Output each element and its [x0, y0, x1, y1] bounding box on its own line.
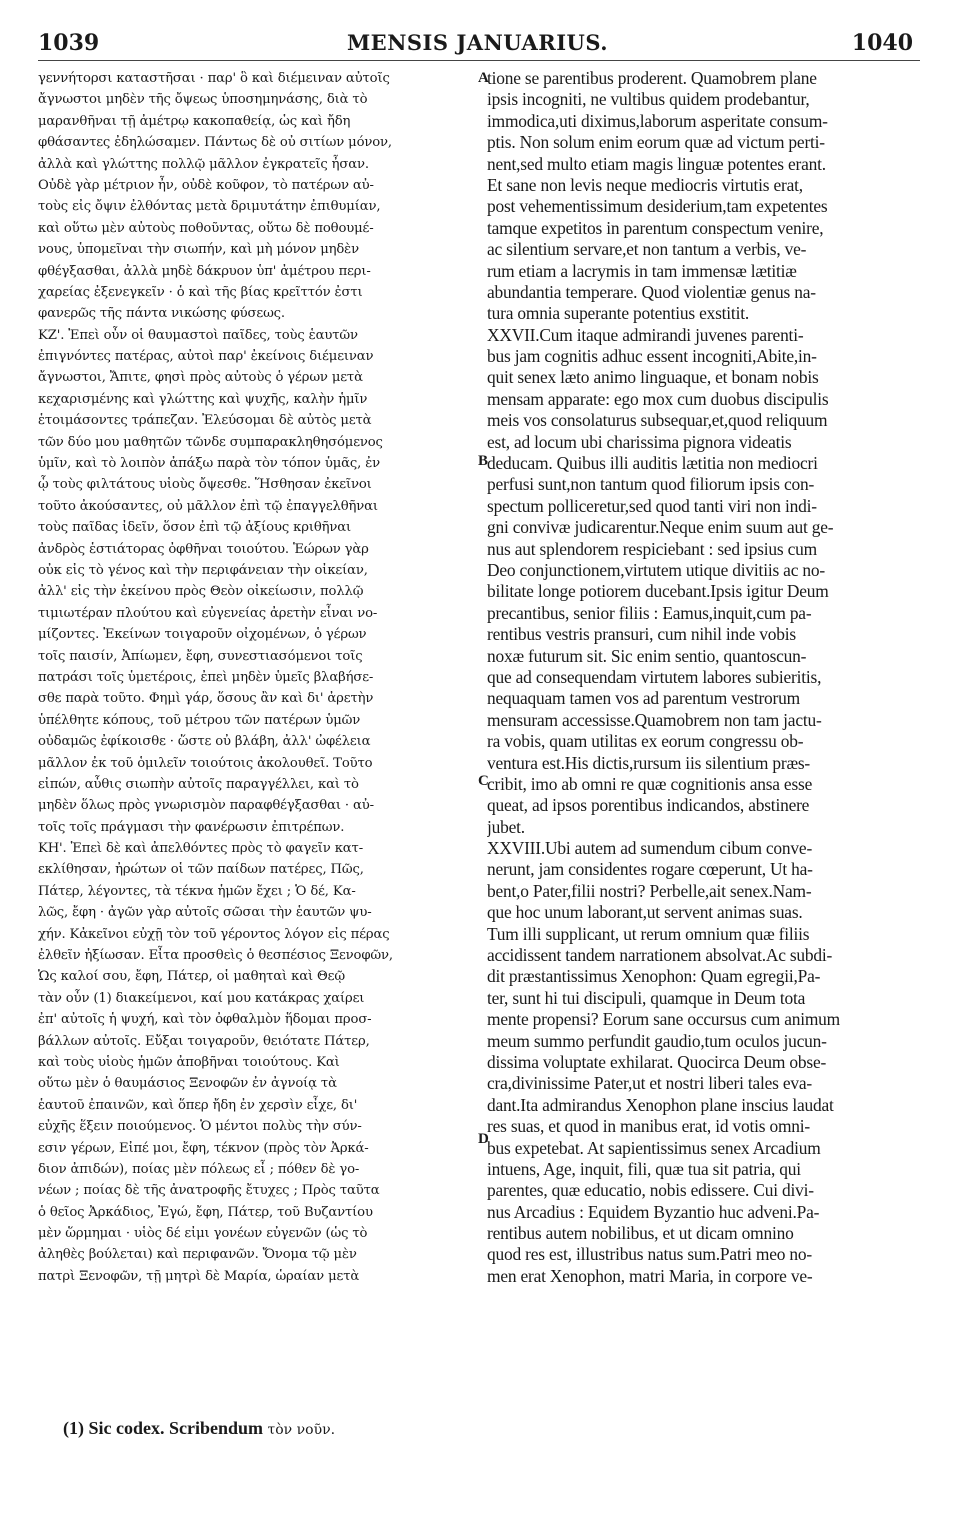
latin-text-line: quit senex læto animo linguaque, et bonam nobis — [487, 367, 819, 388]
latin-text-line: jubet. — [487, 816, 525, 837]
latin-text-line: ac silentium servare,et non tantum a verbis, ve- — [487, 239, 807, 260]
latin-text-line: nerunt, jam considentes rogare cœperunt, Ut ha- — [487, 859, 813, 880]
page-number-left: 1039 — [38, 30, 100, 56]
greek-column — [38, 68, 476, 1287]
greek-text-line: γεννήτορσι καταστῆσαι · παρ' ὃ καὶ διέμειναν αὐτοῖς — [38, 71, 390, 86]
greek-text-line: καὶ οὕτω μὲν αὐτοὺς ποθοῦντας, οὕτω δὲ ποθουμέ- — [38, 220, 374, 236]
latin-text-line: rentibus autem nobilibus, et ut dicam omnino — [487, 1223, 794, 1244]
greek-text-line: ἀληθὲς βούλεται) καὶ περιφανῶν. Ὄνομα τῷ μὲν — [38, 1247, 357, 1263]
latin-text-line: bilitate longe potiorem ducebant.Ipsis igitur Deum — [487, 581, 829, 602]
greek-text-line: ὑπέλθητε κόπους, τοῦ μέτρου τῶν πατέρων ὑμῶν — [38, 712, 361, 728]
greek-text-line: κεχαρισμένης καὶ γλώττης καὶ ψυχῆς, καλὴν ἡμῖν — [38, 391, 368, 407]
greek-text-line: βάλλων αὐτοῖς. Εὔξαι τοιγαροῦν, θειότατε Πάτερ, — [38, 1033, 370, 1049]
latin-text-line: tamque expetitos in parentum conspectum venire, — [487, 217, 824, 238]
greek-text-line: ἄγνωστοι, Ἄπιτε, φησὶ πρὸς αὐτοὺς ὁ γέρων μετὰ — [38, 370, 363, 386]
latin-text-line: immodica,uti diximus,laborum asperitate consum- — [487, 110, 828, 131]
latin-text-line: bus expetebat. At sapientissimus senex Arcadium — [487, 1137, 821, 1158]
latin-text-line: nus Arcadius : Equidem Byzantio huc adveni.Pa- — [487, 1201, 820, 1222]
latin-text-line: cribit, imo ab omni re quæ cognitionis ansa esse — [487, 773, 813, 794]
section-marker-a: A — [478, 70, 489, 86]
greek-text-line: ἀλλὰ καὶ γλώττης πολλῷ μᾶλλον ἐγκρατεῖς ἦσαν. — [38, 156, 369, 172]
greek-text-line: ὑμῖν, καὶ τὸ λοιπὸν ἀπάξω παρὰ τὸν τόπον ὑμᾶς, ἐν — [38, 456, 380, 472]
latin-text-line: meum summo perfundit gaudio,tum oculos jucun- — [487, 1030, 827, 1051]
greek-text-line: Οὐδὲ γὰρ μέτριον ἦν, οὐδὲ κοῦφον, τὸ πατέρων αὐ- — [38, 177, 374, 193]
latin-text-line: mente propensi? Eorum sane occursus cum animum — [487, 1009, 841, 1030]
header-rule — [38, 60, 920, 61]
greek-text-line: τοῦτο ἀκούσαντες, οὐ μᾶλλον ἐπὶ τῷ ἐπαγγελθῆναι — [38, 498, 378, 514]
greek-text-line: νους, ὑπομεῖναι τὴν σιωπήν, καὶ μὴ μόνον μηδὲν — [38, 242, 359, 258]
latin-text-line: men erat Xenophon, matri Maria, in corpore ve- — [487, 1265, 813, 1286]
latin-text-line: dant.Ita admirandus Xenophon plane inscius laudat — [487, 1094, 834, 1115]
footnote-text: (1) Sic codex. Scribendum — [63, 1418, 263, 1438]
greek-text-line: ΚΖ'. Ἐπεὶ οὖν οἱ θαυμαστοὶ παῖδες, τοὺς ἑαυτῶν — [38, 327, 358, 343]
greek-text-line: τῶν δύο μου μαθητῶν τῶνδε συμπαρακληθησόμενος — [38, 434, 383, 450]
greek-text-line: πατράσι τοῖς ὑμετέροις, ἐπεὶ μηδὲν ὑμεῖς βλαβήσε- — [38, 669, 374, 685]
latin-text-line: res suas, et quod in manibus erat, id votis omni- — [487, 1116, 810, 1137]
greek-text-line: φανερῶς τῆς πάντα νικώσης φύσεως. — [38, 306, 285, 322]
greek-text-line: ἐπ' αὐτοῖς ἡ ψυχή, καὶ τὸν ὀφθαλμὸν ἥδομαι προσ- — [38, 1012, 372, 1028]
greek-text-line: μᾶλλον ἐκ τοῦ ὁμιλεῖν τοιούτοις ἀκολουθεῖ. Τοῦτο — [38, 755, 373, 771]
greek-text-line: οὐκ εἰς τὸ γένος καὶ τὴν περιφάνειαν τὴν οἰκείαν, — [38, 562, 368, 578]
greek-text-line: τοῖς τοῖς πράγμασι τὴν φανέρωσιν ἐπιτρέπων. — [38, 819, 345, 835]
section-marker-d: D — [478, 1131, 489, 1147]
latin-text-line: mensam apparate: ego mox cum duobus discipulis — [487, 388, 829, 409]
greek-text-line: εκλίθησαν, ἠρώτων οἱ τῶν παίδων πατέρες, Πῶς, — [38, 862, 364, 878]
latin-text-line: ter, sunt hi tui discipuli, quamque in Deum tota — [487, 987, 806, 1008]
running-title: MENSIS JANUARIUS. — [346, 30, 609, 55]
greek-text-line: εἰπών, αὖθις σιωπὴν αὐτοῖς παραγγέλλει, καὶ τὸ — [38, 776, 359, 792]
latin-text-line: tione se parentibus proderent. Quamobrem plane — [487, 68, 817, 88]
greek-text-line: τοὺς παῖδας ἰδεῖν, ὅσον ἐπὶ τῷ ἀξίους κριθῆναι — [38, 520, 352, 536]
latin-text-line: post vehementissimum desiderium,tam expetentes — [487, 196, 828, 217]
greek-text-line: ἑαυτοῦ ἐπαινῶν, καὶ ὅπερ ἤδη ἐν χερσὶν εἶχε, δι' — [38, 1097, 358, 1113]
latin-text-line: ptis. Non solum enim eorum quæ ad victum perti- — [487, 132, 825, 153]
latin-text-line: XXVIII.Ubi autem ad sumendum cibum conve- — [487, 838, 813, 859]
greek-text-line: χαρείας ἐξενεγκεῖν · ὁ καὶ τῆς βίας κρεῖττόν ἐστι — [38, 284, 363, 300]
greek-text-line: διον ἀπιδών), ποίας μὲν πόλεως εἶ ; πόθεν δὲ γο- — [38, 1161, 360, 1177]
greek-text-line: χήν. Κἀκεῖνοι εὐχῇ τὸν τοῦ γέροντος λόγον εἰς πέρας — [38, 926, 390, 942]
latin-text-line: dit præstantissimus Xenophon: Quam egregii,Pa- — [487, 966, 821, 987]
greek-text-line: λῶς, ἔφη · ἀγῶν γὰρ αὐτοῖς σῶσαι τὴν ἑαυτῶν ψυ- — [38, 905, 372, 921]
latin-text-line: accidissent tandem narrationem absolvat.Ac subdi- — [487, 945, 833, 966]
greek-text-line: ἐπιγνόντες πατέρας, αὐτοὶ παρ' ἐκείνοις διέμειναν — [38, 349, 374, 365]
latin-column — [487, 68, 921, 1287]
greek-text-line: τοὺς εἰς ὄψιν ἐλθόντας μετὰ δριμυτάτην ἐπιθυμίαν, — [38, 199, 381, 215]
latin-text-line: Tum illi supplicant, ut rerum omnium quæ filiis — [487, 923, 810, 944]
greek-text-line: πατρὶ Ξενοφῶν, τῇ μητρὶ δὲ Μαρία, ὡραίαν μετὰ — [38, 1268, 360, 1284]
latin-text-line: quod res est, illustribus natus sum.Patri meo no- — [487, 1244, 812, 1265]
page-number-right: 1040 — [851, 30, 913, 56]
latin-text-line: tura omnia superante potentius exstitit. — [487, 303, 749, 324]
greek-text-line: εὐχῆς ἕξειν ποιούμενος. Ὁ μέντοι πολὺς τὴν σύν- — [38, 1119, 362, 1135]
latin-text-line: nent,sed multo etiam magis linguæ potentes erant. — [487, 153, 826, 174]
greek-text-line: ὁ θεῖος Ἀρκάδιος, Ἐγώ, ἔφη, Πάτερ, τοῦ Βυζαντίου — [38, 1204, 373, 1220]
greek-text-line: νέων ; ποίας δὲ τῆς ἀνατροφῆς ἔτυχες ; Πρὸς ταῦτα — [38, 1183, 380, 1199]
latin-text-line: bent,o Pater,filii nostri? Perbelle,ait senex.Nam- — [487, 880, 812, 901]
greek-text-line: οὕτω μὲν ὁ θαυμάσιος Ξενοφῶν ἐν ἀγνοίᾳ τὰ — [38, 1076, 337, 1092]
greek-text-line: μὲν ὥρμημαι · υἱὸς δέ εἰμι γονέων εὐγενῶν (ὡς τὸ — [38, 1226, 368, 1242]
footnote — [63, 1418, 335, 1439]
latin-text-line: meis vos consolaturus subsequar,et,quod reliquum — [487, 410, 828, 431]
greek-text-line: εσιν γέρων, Εἰπέ μοι, ἔφη, τέκνον (πρὸς τὸν Ἀρκά- — [38, 1140, 369, 1156]
greek-text-line: ΚΗ'. Ἐπεὶ δὲ καὶ ἀπελθόντες πρὸς τὸ φαγεῖν κατ- — [38, 841, 364, 857]
latin-text-line: rum etiam a lacrymis in tam immensæ lætitiæ — [487, 260, 797, 281]
greek-text-line: μαρανθῆναι τῇ ἀμέτρῳ κακοπαθείᾳ, ὡς καὶ ἤδη — [38, 113, 351, 129]
latin-text-line: gni convivæ judicarentur.Neque enim suum aut ge- — [487, 517, 834, 538]
latin-text-line: nequaquam tamen vos ad parentum vestrorum — [487, 688, 800, 709]
greek-text-line: ᾧ τοὺς φιλτάτους υἱοὺς ὄψεσθε. Ἥσθησαν ἐκεῖνοι — [38, 477, 372, 493]
latin-text-line: dissima voluptate exhilarat. Quocirca Deum obse- — [487, 1051, 827, 1072]
latin-text-line: est, ad locum ubi charissima pignora videatis — [487, 431, 792, 452]
footnote-greek: τὸν νοῦν. — [267, 1422, 336, 1438]
greek-text-line: φθάσαντες ἐδηλώσαμεν. Πάντως δὲ οὐ σιτίων μόνον, — [38, 135, 392, 151]
latin-text-line: XXVII.Cum itaque admirandi juvenes parenti- — [487, 324, 804, 345]
latin-text-line: ventura est.His dictis,rursum iis silentium præs- — [487, 752, 811, 773]
greek-text-line: Ὡς καλοί σου, ἔφη, Πάτερ, οἱ μαθηταὶ καὶ Θεῷ — [38, 969, 345, 985]
latin-text-line: nus aut splendorem respiciebant : sed ipsius cum — [487, 538, 817, 559]
greek-text-line: ἀλλ' εἰς τὴν ἐκείνου πρὸς Θεὸν οἰκείωσιν, πολλῷ — [38, 584, 364, 600]
greek-text-line: μηδὲν ὅλως πρὸς γνωρισμὸν παραφθέγξασθαι · αὐ- — [38, 798, 374, 814]
greek-text-line: οὐδαμῶς ἐφίκοισθε · ὥστε οὐ βλάβη, ἀλλ' ὠφέλεια — [38, 734, 371, 750]
latin-text-line: parentes, quæ educatio, nobis edissere. Cui divi- — [487, 1180, 814, 1201]
latin-text-line: mensuram accessisse.Quamobrem non tam jactu- — [487, 709, 822, 730]
latin-text-line: abundantia temperare. Quod violentiæ genus na- — [487, 281, 816, 302]
latin-text-line: ipsis incogniti, ne vultibus quidem prodebantur, — [487, 89, 810, 110]
greek-text-line: καὶ τοὺς υἱοὺς ἡμῶν ἀποβῆναι τοιούτους. Καὶ — [38, 1054, 340, 1070]
greek-text-line: ἀνδρὸς ἑστιάτορας ὀφθῆναι τοιούτου. Ἑώρων γὰρ — [38, 541, 369, 557]
greek-text-line: τὰν οὖν (1) διακείμενοι, καί μου κατάκρας χαίρει — [38, 990, 365, 1006]
latin-text-line: Deo conjunctionem,virtutem utique divitiis ac no- — [487, 559, 825, 580]
latin-text-line: spectum polliceretur,sed quod tanti viri non indi- — [487, 495, 817, 516]
greek-text-line: τοῖς παισίν, Ἀπίωμεν, ἔφη, συνεστιασόμενοι τοῖς — [38, 648, 363, 664]
latin-text-line: que hoc unum laborant,ut servent animas suas. — [487, 902, 803, 923]
section-marker-c: C — [478, 773, 489, 789]
latin-text-line: deducam. Quibus illi auditis lætitia non mediocri — [487, 453, 818, 474]
latin-text-line: precantibus, senior filiis : Eamus,inquit,cum pa- — [487, 602, 812, 623]
greek-text-line: σθε παρὰ τοῦτο. Φημὶ γάρ, ὅσους ἂν καὶ δι' ἀρετὴν — [38, 691, 374, 707]
latin-text-line: que ad consequendam virtutem labores subieritis, — [487, 666, 822, 687]
latin-text-line: perfusi sunt,non tantum quod filiorum ipsis con- — [487, 474, 815, 495]
greek-text-line: ἄγνωστοι μηδὲν τῆς ὄψεως ὑποσημηνάσης, διὰ τὸ — [38, 92, 368, 108]
section-marker-b: B — [478, 453, 489, 469]
greek-text-line: ἑτοιμάσοντες τράπεζαν. Ἐλεύσομαι δὲ αὐτὸς μετὰ — [38, 413, 372, 429]
greek-text-line: φθέγξασθαι, ἀλλὰ μηδὲ δάκρυον ὑπ' ἀμέτρου περι- — [38, 263, 371, 279]
latin-text-line: rentibus vestris pransuri, cum nihil inde vobis — [487, 624, 796, 645]
latin-text-line: queat, ad ipsos porentibus indicandos, abstinere — [487, 795, 810, 816]
greek-text-line: Πάτερ, λέγοντες, τὰ τέκνα ἡμῶν ἔχει ; Ὁ δέ, Κα- — [38, 883, 356, 899]
latin-text-line: Et sane non levis neque mediocris virtutis erat, — [487, 174, 803, 195]
latin-text-line: bus jam cognitis adhuc essent incogniti,Abite,in- — [487, 346, 817, 367]
latin-text-line: noxæ futurum sit. Sic enim sentio, quantoscun- — [487, 645, 807, 666]
latin-text-line: intuens, Age, inquit, fili, quæ tua sit patria, qui — [487, 1158, 801, 1179]
latin-text-line: cra,divinissime Pater,ut et nostri liberi tales eva- — [487, 1073, 813, 1094]
greek-text-line: ἐλθεῖν ἠξίωσαν. Εἶτα προσθεὶς ὁ θεσπέσιος Ξενοφῶν, — [38, 948, 393, 964]
page-header — [0, 0, 955, 60]
greek-text-line: τιμιωτέραν πλούτου καὶ εὐγενείας ἀρετὴν εἶναι νο- — [38, 605, 378, 621]
greek-text-line: μίζοντες. Ἐκείνων τοιγαροῦν οἰχομένων, ὁ γέρων — [38, 627, 367, 643]
latin-text-line: ra vobis, quam utilitas ex eorum congressu ob- — [487, 731, 804, 752]
